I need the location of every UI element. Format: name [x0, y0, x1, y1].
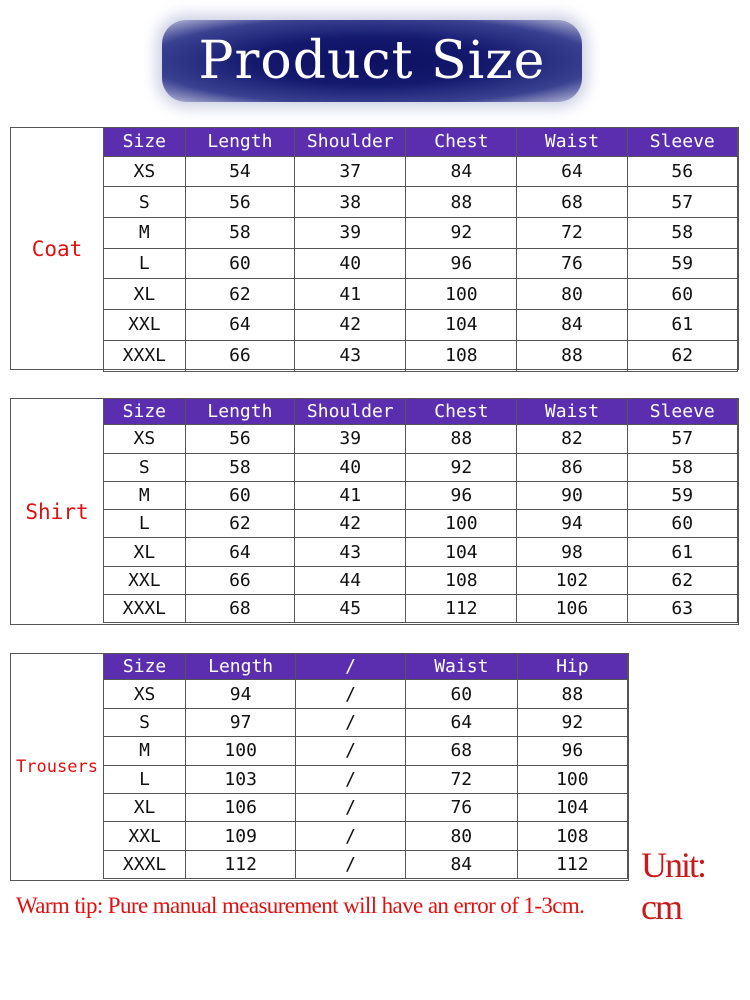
value-cell: 62 — [185, 279, 294, 310]
value-cell: 84 — [517, 310, 627, 341]
column-header: Chest — [406, 399, 517, 425]
value-cell: 57 — [627, 425, 738, 453]
table-row — [104, 310, 738, 341]
column-header: Sleeve — [627, 399, 738, 425]
column-header: Size — [104, 399, 186, 425]
value-cell: 106 — [517, 595, 627, 623]
table-row — [104, 425, 738, 453]
size-table — [103, 653, 628, 879]
header-row — [104, 128, 738, 157]
size-cell: XL — [104, 538, 186, 566]
value-cell: 96 — [406, 248, 517, 279]
value-cell: 80 — [405, 822, 517, 850]
table-row — [104, 340, 738, 371]
size-cell: M — [104, 481, 186, 509]
size-cell: L — [104, 510, 186, 538]
value-cell: 100 — [517, 765, 627, 793]
value-cell: 63 — [627, 595, 738, 623]
size-cell: S — [104, 187, 186, 218]
size-cell: XXL — [104, 822, 186, 850]
column-header: Chest — [406, 128, 517, 157]
value-cell: 41 — [295, 279, 406, 310]
value-cell: 59 — [627, 248, 738, 279]
value-cell: 98 — [517, 538, 627, 566]
value-cell: 58 — [627, 218, 738, 249]
table-row — [104, 156, 738, 187]
size-cell: XXXL — [104, 850, 186, 878]
value-cell: 40 — [295, 248, 406, 279]
column-header: Waist — [517, 128, 627, 157]
value-cell: 92 — [406, 453, 517, 481]
size-cell: XS — [104, 425, 186, 453]
table-row — [104, 538, 738, 566]
value-cell: 68 — [517, 187, 627, 218]
column-header: Length — [186, 654, 296, 680]
table-row — [104, 481, 738, 509]
size-cell: M — [104, 737, 186, 765]
unit-label: Unit: cm — [641, 845, 706, 927]
size-cell: XXXL — [104, 340, 186, 371]
size-cell: XXXL — [104, 595, 186, 623]
value-cell: 68 — [185, 595, 294, 623]
table-row — [104, 850, 628, 878]
value-cell: 58 — [185, 218, 294, 249]
value-cell: 44 — [295, 566, 406, 594]
value-cell: / — [296, 708, 406, 736]
size-cell: S — [104, 453, 186, 481]
value-cell: / — [296, 850, 406, 878]
table-row — [104, 822, 628, 850]
value-cell: 57 — [627, 187, 738, 218]
value-cell: 62 — [185, 510, 294, 538]
value-cell: 56 — [185, 425, 294, 453]
size-cell: XS — [104, 156, 186, 187]
value-cell: 58 — [627, 453, 738, 481]
value-cell: 59 — [627, 481, 738, 509]
value-cell: 42 — [295, 310, 406, 341]
value-cell: 76 — [517, 248, 627, 279]
size-table — [103, 398, 738, 623]
warm-tip: Warm tip: Pure manual measurement will have an error of 1-3cm. — [16, 893, 585, 918]
header-row — [104, 399, 738, 425]
column-header: Waist — [405, 654, 517, 680]
table-row — [104, 765, 628, 793]
size-cell: L — [104, 765, 186, 793]
table-row — [104, 566, 738, 594]
value-cell: 92 — [517, 708, 627, 736]
value-cell: 64 — [185, 538, 294, 566]
value-cell: 58 — [185, 453, 294, 481]
size-cell: S — [104, 708, 186, 736]
size-cell: M — [104, 218, 186, 249]
value-cell: 94 — [517, 510, 627, 538]
value-cell: 64 — [517, 156, 627, 187]
size-table — [103, 127, 738, 372]
size-cell: XXL — [104, 566, 186, 594]
title-banner — [162, 20, 582, 102]
table-row — [104, 595, 738, 623]
size-block-trousers — [10, 653, 629, 881]
value-cell: 108 — [406, 566, 517, 594]
value-cell: 72 — [405, 765, 517, 793]
size-cell: XXL — [104, 310, 186, 341]
size-cell: XS — [104, 680, 186, 708]
size-block-shirt — [10, 398, 739, 625]
value-cell: 66 — [185, 566, 294, 594]
value-cell: 100 — [406, 510, 517, 538]
column-header: Shoulder — [295, 399, 406, 425]
value-cell: 88 — [517, 680, 627, 708]
value-cell: / — [296, 737, 406, 765]
value-cell: 68 — [405, 737, 517, 765]
value-cell: 54 — [185, 156, 294, 187]
value-cell: 112 — [406, 595, 517, 623]
table-row — [104, 737, 628, 765]
column-header: Waist — [517, 399, 627, 425]
value-cell: 94 — [186, 680, 296, 708]
value-cell: 43 — [295, 538, 406, 566]
size-cell: L — [104, 248, 186, 279]
value-cell: 60 — [185, 248, 294, 279]
value-cell: 96 — [517, 737, 627, 765]
value-cell: 100 — [186, 737, 296, 765]
value-cell: 61 — [627, 538, 738, 566]
value-cell: 90 — [517, 481, 627, 509]
header-row — [104, 654, 628, 680]
value-cell: 56 — [185, 187, 294, 218]
table-row — [104, 680, 628, 708]
value-cell: 41 — [295, 481, 406, 509]
category-label: Coat — [31, 236, 83, 261]
value-cell: 39 — [295, 425, 406, 453]
value-cell: / — [296, 680, 406, 708]
column-header: / — [296, 654, 406, 680]
table-row — [104, 793, 628, 821]
value-cell: 61 — [627, 310, 738, 341]
page-title: Product Size — [198, 31, 546, 91]
value-cell: 80 — [517, 279, 627, 310]
table-row — [104, 218, 738, 249]
value-cell: 112 — [517, 850, 627, 878]
value-cell: 45 — [295, 595, 406, 623]
value-cell: 84 — [406, 156, 517, 187]
value-cell: / — [296, 793, 406, 821]
value-cell: 97 — [186, 708, 296, 736]
column-header: Size — [104, 654, 186, 680]
column-header: Hip — [517, 654, 627, 680]
value-cell: 37 — [295, 156, 406, 187]
value-cell: 92 — [406, 218, 517, 249]
size-cell: XL — [104, 279, 186, 310]
value-cell: 86 — [517, 453, 627, 481]
column-header: Sleeve — [627, 128, 738, 157]
value-cell: 104 — [517, 793, 627, 821]
value-cell: / — [296, 822, 406, 850]
value-cell: 103 — [186, 765, 296, 793]
table-row — [104, 187, 738, 218]
value-cell: 62 — [627, 340, 738, 371]
value-cell: 60 — [185, 481, 294, 509]
value-cell: 104 — [406, 538, 517, 566]
value-cell: 84 — [405, 850, 517, 878]
value-cell: 39 — [295, 218, 406, 249]
value-cell: 43 — [295, 340, 406, 371]
size-cell: XL — [104, 793, 186, 821]
value-cell: 40 — [295, 453, 406, 481]
value-cell: 76 — [405, 793, 517, 821]
value-cell: / — [296, 765, 406, 793]
value-cell: 100 — [406, 279, 517, 310]
value-cell: 72 — [517, 218, 627, 249]
table-row — [104, 279, 738, 310]
column-header: Shoulder — [295, 128, 406, 157]
table-row — [104, 708, 628, 736]
value-cell: 88 — [517, 340, 627, 371]
column-header: Length — [185, 128, 294, 157]
value-cell: 62 — [627, 566, 738, 594]
value-cell: 42 — [295, 510, 406, 538]
category-label: Trousers — [16, 757, 98, 777]
value-cell: 60 — [405, 680, 517, 708]
value-cell: 96 — [406, 481, 517, 509]
column-header: Size — [104, 128, 186, 157]
table-row — [104, 248, 738, 279]
value-cell: 60 — [627, 510, 738, 538]
value-cell: 108 — [406, 340, 517, 371]
value-cell: 66 — [185, 340, 294, 371]
column-header: Length — [185, 399, 294, 425]
value-cell: 109 — [186, 822, 296, 850]
value-cell: 106 — [186, 793, 296, 821]
value-cell: 104 — [406, 310, 517, 341]
size-block-coat — [10, 127, 739, 370]
category-label: Shirt — [25, 499, 89, 524]
value-cell: 38 — [295, 187, 406, 218]
value-cell: 82 — [517, 425, 627, 453]
value-cell: 102 — [517, 566, 627, 594]
value-cell: 112 — [186, 850, 296, 878]
value-cell: 88 — [406, 187, 517, 218]
value-cell: 64 — [185, 310, 294, 341]
table-row — [104, 510, 738, 538]
value-cell: 60 — [627, 279, 738, 310]
value-cell: 64 — [405, 708, 517, 736]
table-row — [104, 453, 738, 481]
value-cell: 108 — [517, 822, 627, 850]
value-cell: 88 — [406, 425, 517, 453]
value-cell: 56 — [627, 156, 738, 187]
